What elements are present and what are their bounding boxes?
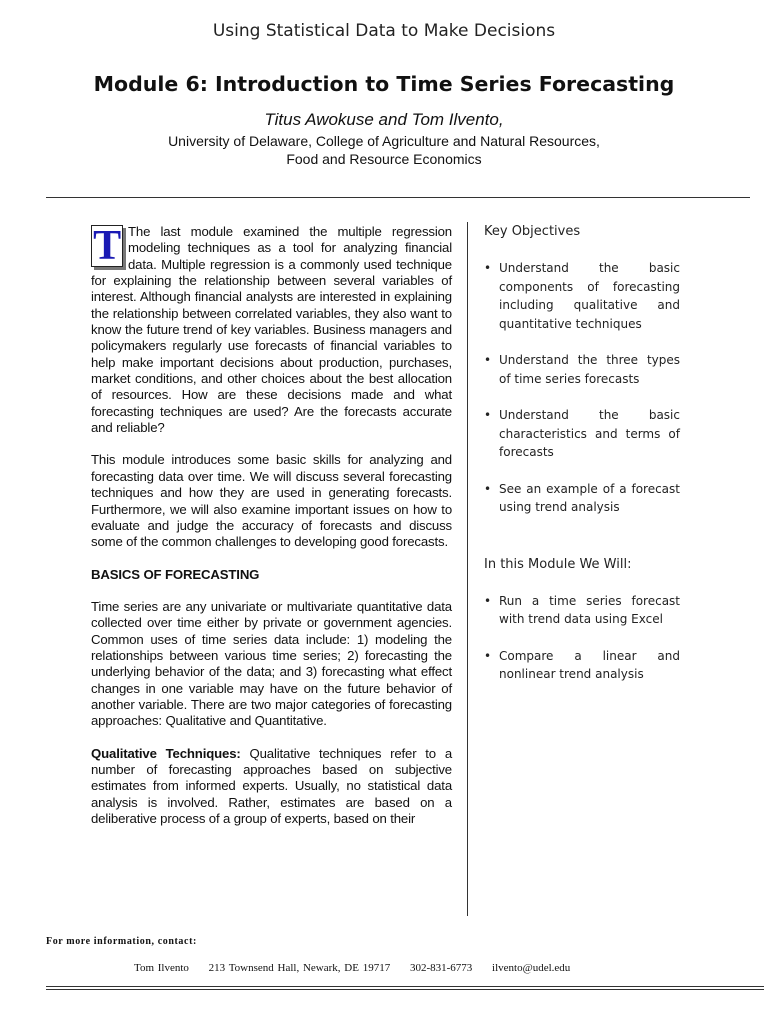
section-heading: BASICS OF FORECASTING (91, 566, 260, 582)
contact-phone: 302-831-6773 (409, 962, 473, 974)
footer-divider (46, 986, 764, 990)
running-head: Using Statistical Data to Make Decisions (212, 21, 556, 41)
drop-cap: T (91, 225, 123, 267)
objective-item: • Understand the basic components of forecasting including qualitative and quantitative techniques (484, 259, 680, 333)
affiliation-line-1: University of Delaware, College of Agriculture and Natural Resources, (168, 133, 600, 149)
qualitative-text: Qualitative techniques refer to a number of forecasting approaches based on subjective estimates from informed experts. Usually, no statistical data analysis is involved. Rather, estimates are based on a deliberative process of a group of experts, based on their (91, 745, 453, 826)
affiliation-line-2: Food and Resource Economics (286, 151, 482, 167)
objective-item: • Understand the three types of time series forecasts (484, 351, 680, 388)
overview-paragraph: This module introduces some basic skills for analyzing and forecasting data over time. We will discuss several forecasting techniques and how they are used in generating forecasts. Furthermore, we will also examine important issues on how to evaluate and judge the accuracy of forecasts and discuss some of the common challenges to developing good forecasts. (91, 452, 452, 550)
module-heading: In this Module We Will: (484, 556, 632, 572)
qualitative-label: Qualitative Techniques: (91, 745, 241, 761)
module-list (484, 592, 680, 684)
footer-contact (134, 962, 570, 974)
page-title: Module 6: Introduction to Time Series Forecasting (93, 72, 675, 96)
main-column (91, 224, 452, 843)
contact-name: Tom Ilvento (134, 962, 189, 974)
affiliation (0, 132, 768, 168)
qualitative-paragraph (91, 746, 452, 828)
module-item: • Compare a linear and nonlinear trend analysis (484, 647, 680, 684)
contact-email[interactable]: ilvento@udel.edu (492, 962, 571, 974)
objective-item: • Understand the basic characteristics and terms of forecasts (484, 406, 680, 462)
objective-item: • See an example of a forecast using trend analysis (484, 480, 680, 517)
objectives-list (484, 259, 680, 517)
module-item: • Run a time series forecast with trend data using Excel (484, 592, 680, 629)
intro-paragraph (91, 224, 452, 436)
column-divider (467, 222, 468, 916)
sidebar (484, 224, 680, 702)
footer-label: For more information, contact: (46, 936, 197, 947)
time-series-paragraph: Time series are any univariate or multivariate quantitative data collected over time either by private or government agencies. Common uses of time series data include: 1) modeling the relationships between various time series; 2) forecasting the underlying behavior of the data; and 3) forecasting what effect changes in one variable may have on the future behavior of another variable. There are two major categories of forecasting approaches: Qualitative and Quantitative. (91, 598, 452, 729)
objectives-heading: Key Objectives (484, 224, 581, 239)
intro-text: The last module examined the multiple regression modeling techniques as a tool for analyzing financial data. Multiple regression is a commonly used technique for explaining the relationship between several variables of interest. Although financial analysts are interested in explaining the relationship between correlated variables, they also want to know the future trend of key variables. Business managers and policymakers regularly use forecasts of financial variables to help make important decisions about production, purchases, market conditions, and other choices about the best allocation of resources. How are these decisions made and what forecasting techniques are used? Are the forecasts accurate and reliable? (91, 224, 452, 436)
header-divider (46, 197, 750, 198)
authors: Titus Awokuse and Tom Ilvento, (264, 110, 504, 129)
contact-address: 213 Townsend Hall, Newark, DE 19717 (208, 962, 391, 974)
